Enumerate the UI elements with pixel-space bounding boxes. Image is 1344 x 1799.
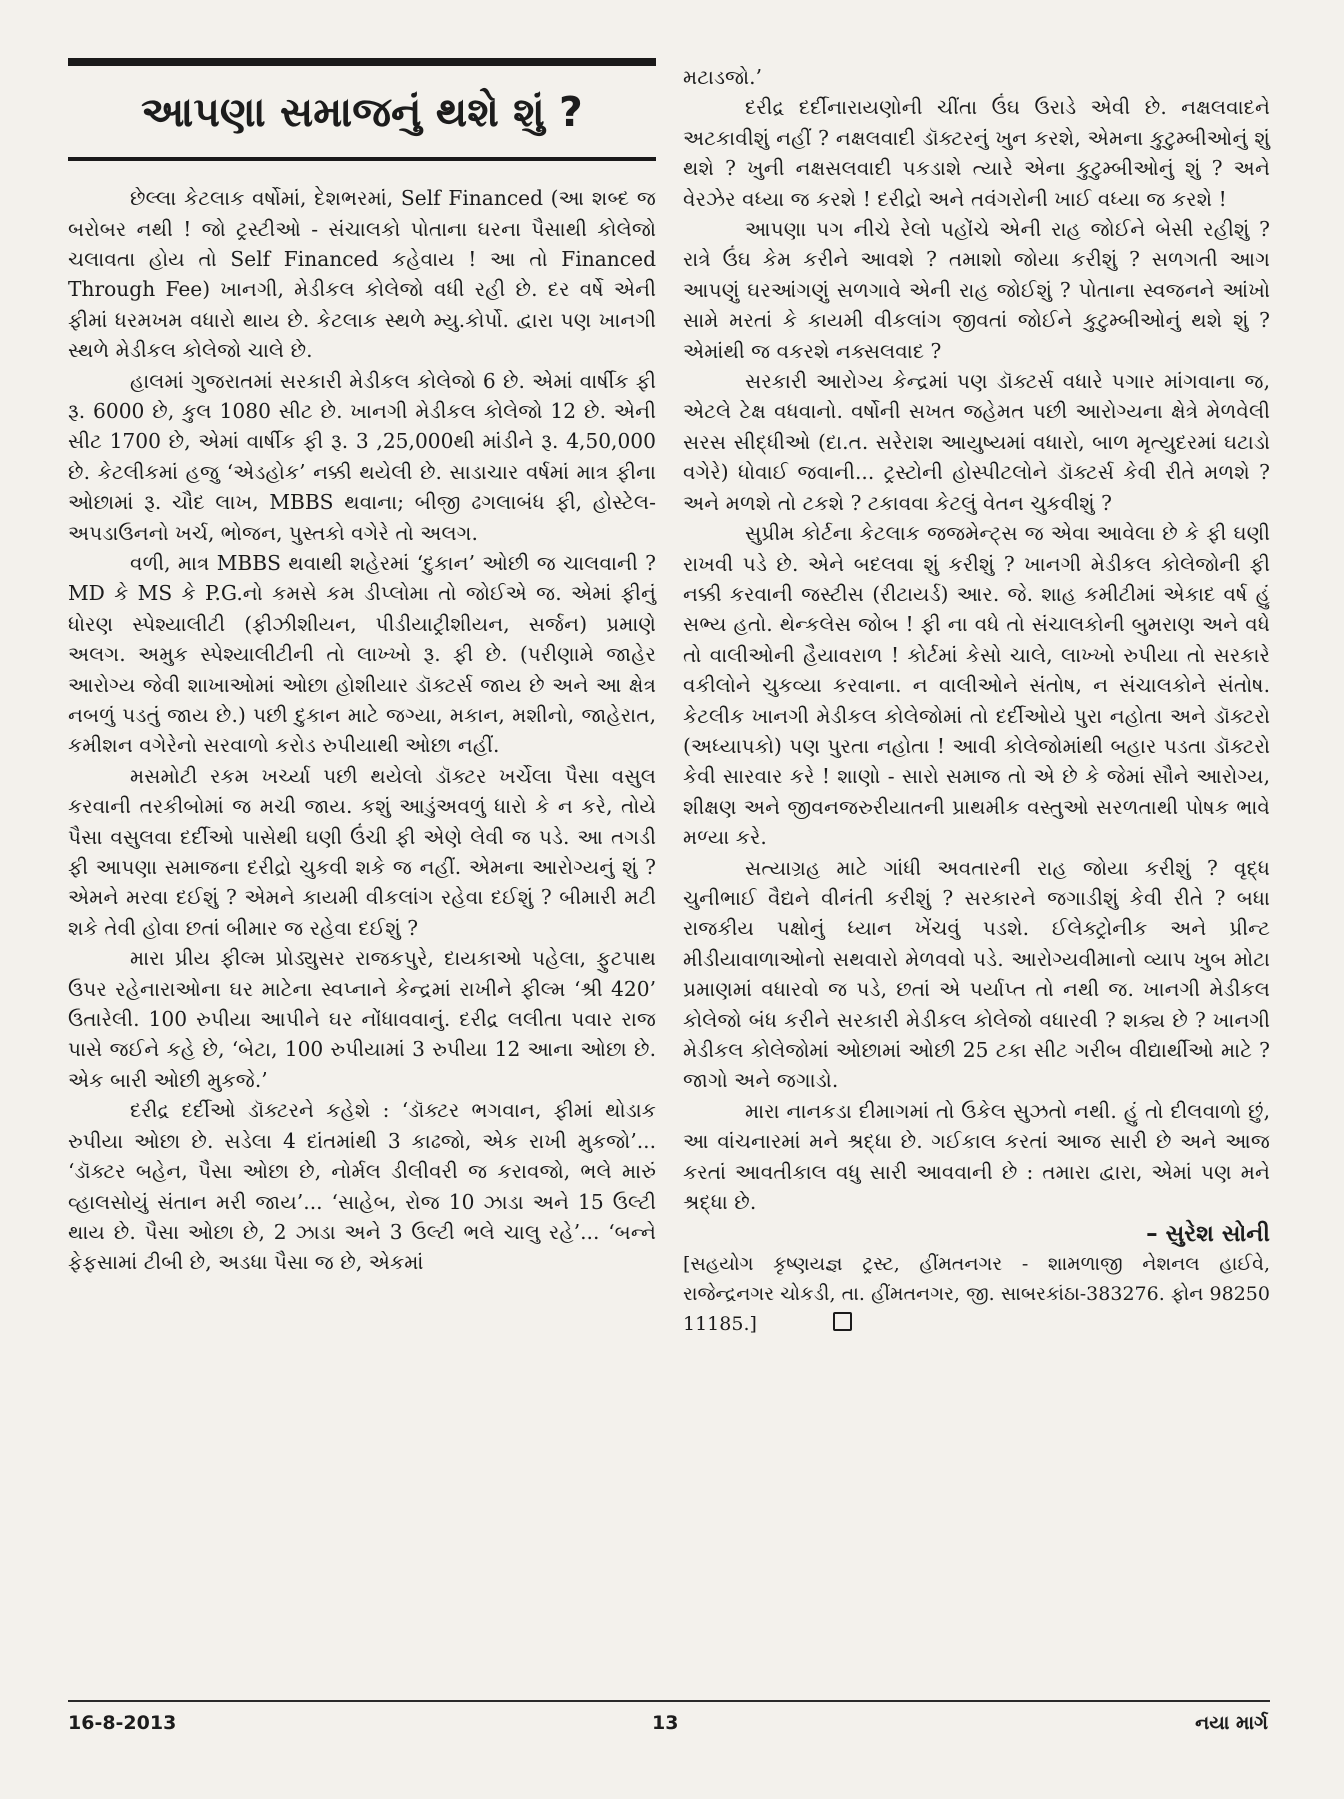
paragraph: છેલ્લા કેટલાક વર્ષોમાં, દેશભરમાં, Self Financed (આ શબ્દ જ બરોબર નથી ! જો ટ્રસ્ટીઓ - સંચાલકો પોતાના ઘરના પૈસાથી કોલેજો ચલાવતા હોય તો Self Financed કહેવાય ! આ તો Financed Through Fee) ખાનગી, મેડીકલ કોલેજો વધી રહી છે. દર વર્ષે એની ફીમાં ધરમખમ વધારો થાય છે. કેટલાક સ્થળે મ્યુ.કોર્પો. દ્વારા પણ ખાનગી સ્થળે મેડીકલ કોલેજો ચાલે છે. xyxy=(68,186,656,363)
paragraph: મસમોટી રકમ ખર્ચ્યા પછી થયેલો ડૉક્ટર ખર્ચેલા પૈસા વસુલ કરવાની તરકીબોમાં જ મચી જાય. કશું આડુંઅવળું ધારો કે ન કરે, તોયે પૈસા વસુલવા દર્દીઓ પાસેથી ઘણી ઉંચી ફી એણે લેવી જ પડે. આ તગડી ફી આપણા સમાજના દરીદ્રો ચુકવી શકે જ નહીં. એમના આરોગ્યનું શું ? એમને મરવા દઈશું ? એમને કાયમી વીકલાંગ રહેવા દઈશું ? બીમારી મટી શકે તેવી હોવા છતાં બીમાર જ રહેવા દઈશું ? xyxy=(68,763,656,940)
paragraph: મારા નાનકડા દીમાગમાં તો ઉકેલ સુઝતો નથી. હું તો દીલવાળો છું, આ વાંચનારમાં મને શ્રદ્ધા છે. ગઈકાલ કરતાં આજ સારી છે અને આજ કરતાં આવતીકાલ વધુ સારી આવવાની છે : તમારા દ્વારા, એમાં પણ મને શ્રદ્ધા છે. xyxy=(683,1098,1270,1215)
footer-publication: નયા માર્ગ xyxy=(1195,1712,1268,1734)
paragraph: વળી, માત્ર MBBS થવાથી શહેરમાં ‘દુકાન’ ઓછી જ ચાલવાની ? MD કે MS કે P.G.નો કમસે કમ ડીપ્લોમા તો જોઈએ જ. એમાં ફીનું ધોરણ સ્પેશ્યાલીટી (ફીઝીશીયન, પીડીયાટ્રીશીયન, સર્જન) પ્રમાણે અલગ. અમુક સ્પેશ્યાલીટીની તો લાખ્ખો રૂ. ફી છે. (પરીણામે જાહેર આરોગ્ય જેવી શાખાઓમાં ઓછા હોશીયાર ડૉક્ટર્સ જાય છે અને આ ક્ષેત્ર નબળું પડતું જાય છે.) પછી દુકાન માટે જગ્યા, મકાન, મશીનો, જાહેરાત, કમીશન વગેરેનો સરવાળો કરોડ રુપીયાથી ઓછા નહીં. xyxy=(68,550,656,758)
paragraph: આપણા પગ નીચે રેલો પહોંચે એની રાહ જોઈને બેસી રહીશું ? રાત્રે ઉંઘ કેમ કરીને આવશે ? તમાશો જોયા કરીશું ? સળગતી આગ આપણું ઘરઆંગણું સળગાવે એની રાહ જોઈશું ? પોતાના સ્વજનને આંખો સામે મરતાં કે કાયમી વીકલાંગ જીવતાં જોઈને કુટુમ્બીઓનું થશે શું ? એમાંથી જ વકરશે નક્સલવાદ ? xyxy=(683,217,1270,363)
paragraph: દરીદ્ર દર્દીનારાયણોની ચીંતા ઉંઘ ઉરાડે એવી છે. નક્ષલવાદને અટકાવીશું નહીં ? નક્ષલવાદી ડૉક્ટરનું ખુન કરશે, એમના કુટુમ્બીઓનું શું થશે ? ખુની નક્ષસલવાદી પકડાશે ત્યારે એના કુટુમ્બીઓનું શું ? અને વેરઝેર વધ્યા જ કરશે ! દરીદ્રો અને તવંગરોની ખાઈ વધ્યા જ કરશે ! xyxy=(683,95,1270,211)
left-body xyxy=(68,183,656,1278)
paragraph: સત્યાગ્રહ માટે ગાંધી અવતારની રાહ જોયા કરીશું ? વૃદ્ધ ચુનીભાઈ વૈદ્યને વીનંતી કરીશું ? સરકારને જગાડીશું કેવી રીતે ? બધા રાજકીય પક્ષોનું ધ્યાન ખેંચવું પડશે. ઈલેક્ટ્રોનીક અને પ્રીન્ટ મીડીયાવાળાઓનો સથવારો મેળવવો પડે. આરોગ્યવીમાનો વ્યાપ ખુબ મોટા પ્રમાણમાં વધારવો જ પડે, છતાં એ પર્યાપ્ત તો નથી જ. ખાનગી મેડીકલ કોલેજો બંધ કરીને સરકારી મેડીકલ કોલેજો વધારવી ? શક્ય છે ? ખાનગી મેડીકલ કોલેજોમાં ઓછામાં ઓછી 25 ટકા સીટ ગરીબ વીદ્યાર્થીઓ માટે ? જાગો અને જગાડો. xyxy=(683,855,1270,1093)
footer-page-number: 13 xyxy=(652,1712,679,1734)
author-address-text: [સહયોગ કૃષ્ણયજ્ઞ ટ્રસ્ટ, હીંમતનગર - શામળાજી નેશનલ હાઈવે, રાજેન્દ્રનગર ચોકડી, તા. હીંમતનગર, જી. સાબરકાંઠા-383276. ફોન 98250 11185.] xyxy=(683,1253,1270,1336)
author-address xyxy=(683,1249,1270,1339)
paragraph: હાલમાં ગુજરાતમાં સરકારી મેડીકલ કોલેજો 6 છે. એમાં વાર્ષીક ફી રૂ. 6000 છે, કુલ 1080 સીટ છે. ખાનગી મેડીકલ કોલેજો 12 છે. એની સીટ 1700 છે, એમાં વાર્ષીક ફી રૂ. 3 ,25,000થી માંડીને રૂ. 4,50,000 છે. કેટલીકમાં હજુ ‘એડહોક’ નક્કી થયેલી છે. સાડાચાર વર્ષમાં માત્ર ફીના ઓછામાં રૂ. ચૌદ લાખ, MBBS થવાના; બીજી ઢગલાબંધ ફી, હોસ્ટેલ- અપડાઉનનો ખર્ચ, ભોજન, પુસ્તકો વગેરે તો અલગ. xyxy=(68,368,656,545)
left-column xyxy=(68,58,656,1278)
end-of-article-icon xyxy=(833,1312,852,1331)
paragraph: દરીદ્ર દર્દીઓ ડૉક્ટરને કહેશે : ‘ડૉક્ટર ભગવાન, ફીમાં થોડાક રુપીયા ઓછા છે. સડેલા 4 દાંતમાંથી 3 કાઢજો, એક રાખી મુકજો’... ‘ડૉક્ટર બહેન, પૈસા ઓછા છે, નોર્મલ ડીલીવરી જ કરાવજો, ભલે મારું વ્હાલસોયું સંતાન મરી જાય’... ‘સાહેબ, રોજ 10 ઝાડા અને 15 ઉલ્ટી થાય છે. પૈસા ઓછા છે, 2 ઝાડા અને 3 ઉલ્ટી ભલે ચાલુ રહે’... ‘બન્ને ફેફસામાં ટીબી છે, અડધા પૈસા જ છે, એકમાં xyxy=(68,1098,656,1275)
paragraph: મટાડજો.’ xyxy=(683,65,763,89)
footer-date: 16-8-2013 xyxy=(68,1712,177,1734)
paragraph: સુપ્રીમ કોર્ટના કેટલાક જજમેન્ટ્સ જ એવા આવેલા છે કે ફી ઘણી રાખવી પડે છે. એને બદલવા શું કરીશું ? ખાનગી મેડીકલ કોલેજોની ફી નક્કી કરવાની જસ્ટીસ (રીટાયર્ડ) આર. જે. શાહ કમીટીમાં એકાદ વર્ષ હું સભ્ય હતો. થેન્કલેસ જોબ ! ફી ના વધે તો સંચાલકોની બુમરાણ અને વધે તો વાલીઓની હૈયાવરાળ ! કોર્ટમાં કેસો ચાલે, લાખ્ખો રુપીયા તો સરકારે વકીલોને ચુકવ્યા કરવાના. ન વાલીઓને સંતોષ, ન સંચાલકોને સંતોષ. કેટલીક ખાનગી મેડીકલ કોલેજોમાં તો દર્દીઓયે પુરા નહોતા અને ડૉક્ટરો (અધ્યાપકો) પણ પુરતા નહોતા ! આવી કોલેજોમાંથી બહાર પડતા ડૉક્ટરો કેવી સારવાર કરે ! શાણો - સારો સમાજ તો એ છે કે જેમાં સૌને આરોગ્ય, શીક્ષણ અને જીવનજરુરીયાતની પ્રાથમીક વસ્તુઓ સરળતાથી પોષક ભાવે મળ્યા કરે. xyxy=(683,521,1270,850)
footer-rule xyxy=(68,1700,1270,1702)
paragraph: સરકારી આરોગ્ય કેન્દ્રમાં પણ ડૉક્ટર્સ વધારે પગાર માંગવાના જ, એટલે ટેક્ષ વધવાનો. વર્ષોની સખત જહેમત પછી આરોગ્યના ક્ષેત્રે મેળવેલી સરસ સીદ્ધીઓ (દા.ત. સરેરાશ આયુષ્યમાં વધારો, બાળ મૃત્યુદરમાં ઘટાડો વગેરે) ધોવાઈ જવાની... ટ્રસ્ટોની હોસ્પીટલોને ડૉક્ટર્સ કેવી રીતે મળશે ? અને મળશે તો ટકશે ? ટકાવવા કેટલું વેતન ચુકવીશું ? xyxy=(683,369,1270,515)
headline-bottom-rule xyxy=(68,157,656,161)
article-headline: આપણા સમાજનું થશે શું ? xyxy=(141,88,583,136)
author-name: – સુરેશ સોની xyxy=(1146,1221,1270,1248)
paragraph: મારા પ્રીય ફીલ્મ પ્રોડ્યુસર રાજકપુરે, દાયકાઓ પહેલા, ફુટપાથ ઉપર રહેનારાઓના ઘર માટેના સ્વપ્નાને કેન્દ્રમાં રાખીને ફીલ્મ ‘શ્રી 420’ ઉતારેલી. 100 રુપીયા આપીને ઘર નોંધાવવાનું. દરીદ્ર લલીતા પવાર રાજ પાસે જઈને કહે છે, ‘બેટા, 100 રુપીયામાં 3 રુપીયા 12 આના ઓછા છે. એક બારી ઓછી મુકજે.’ xyxy=(68,946,656,1092)
headline-top-rule xyxy=(68,58,656,66)
right-column xyxy=(683,62,1270,1339)
